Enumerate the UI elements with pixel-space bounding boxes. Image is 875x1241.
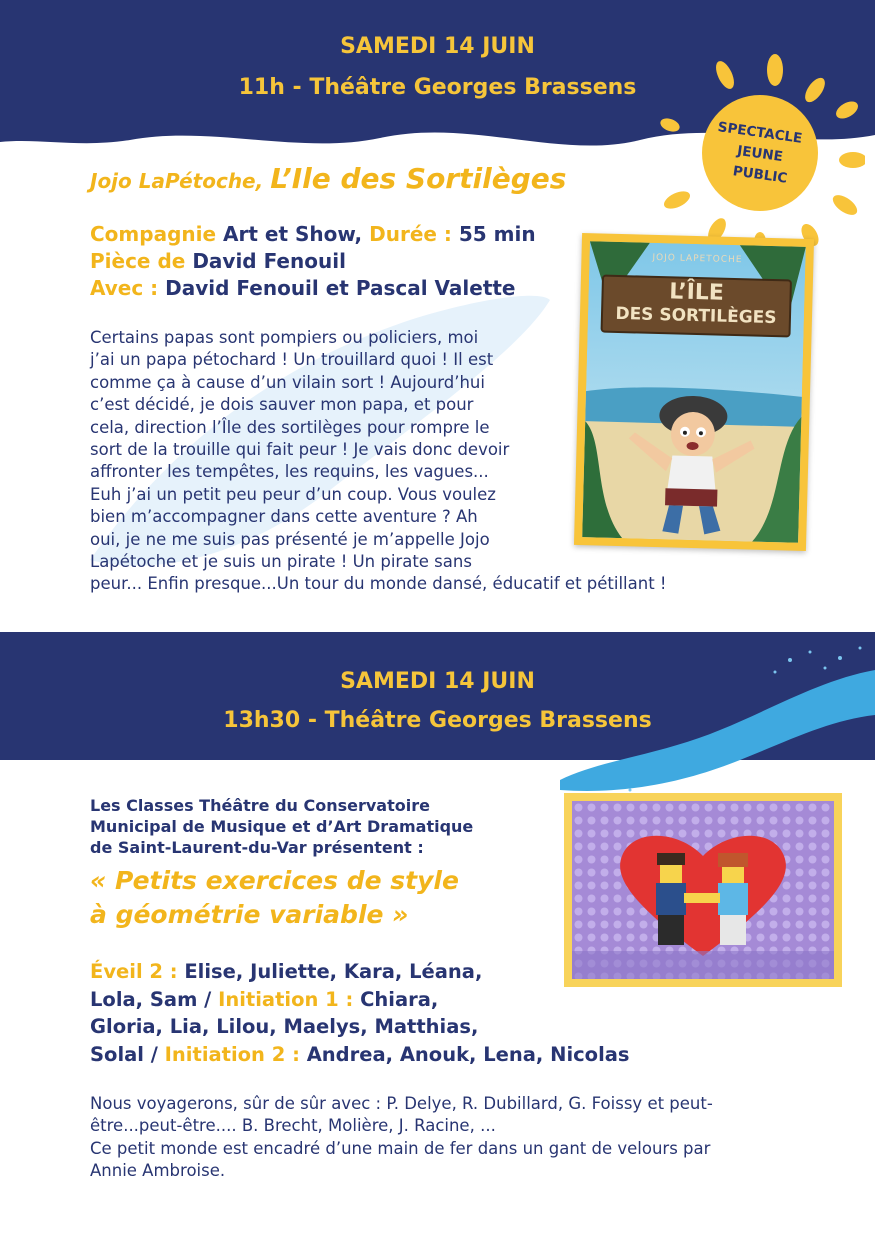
initiation2-label: Initiation 2 : bbox=[164, 1042, 307, 1066]
desc-line: Euh j’ai un petit peu peur d’un coup. Vous voulez bbox=[90, 484, 496, 504]
desc-line: bien m’accompagner dans cette aventure ? Ah bbox=[90, 507, 478, 527]
badge-line-2: JEUNE bbox=[736, 142, 784, 166]
desc-line: j’ai un papa pétochard ! Un trouillard quoi ! Il est bbox=[90, 350, 494, 370]
desc2-line: Nous voyagerons, sûr de sûr avec : P. Delye, R. Dubillard, G. Foissy et peut- bbox=[90, 1094, 713, 1113]
initiation1-names-3: Solal / bbox=[90, 1042, 165, 1066]
presenter-line: Les Classes Théâtre du Conservatoire bbox=[90, 796, 430, 815]
desc-line: c’est décidé, je dois sauver mon papa, et pour bbox=[90, 395, 474, 415]
event1-company-line bbox=[90, 221, 536, 247]
initiation2-names: Andrea, Anouk, Lena, Nicolas bbox=[306, 1042, 630, 1066]
eveil-names: Elise, Juliette, Kara, Léana, bbox=[184, 960, 483, 983]
initiation1-label: Initiation 1 : bbox=[218, 987, 361, 1011]
initiation1-names-2: Gloria, Lia, Lilou, Maelys, Matthias, bbox=[90, 1015, 479, 1038]
eveil-names-2: Lola, Sam / bbox=[90, 987, 219, 1011]
poster-top-small: JOJO LAPETOCHE bbox=[652, 252, 743, 266]
poster-title-2: DES SORTILÈGES bbox=[615, 303, 777, 329]
event2-date: SAMEDI 14 JUIN bbox=[340, 669, 535, 694]
desc-line: oui, je ne me suis pas présenté je m’appelle Jojo bbox=[90, 529, 490, 549]
desc-line: cela, direction l’Île des sortilèges pour rompre le bbox=[90, 417, 490, 437]
presenter-line: Municipal de Musique et d’Art Dramatique bbox=[90, 817, 474, 836]
avec-label: Avec : bbox=[90, 276, 166, 300]
event1-poster bbox=[574, 233, 814, 551]
desc-line: sort de la trouille qui fait peur ! Je vais donc devoir bbox=[90, 440, 510, 460]
event1-title bbox=[90, 162, 566, 195]
event1-title-play: L’Ile des Sortilèges bbox=[270, 162, 567, 195]
desc-line: comme ça à cause d’un vilain sort ! Aujourd’hui bbox=[90, 372, 485, 392]
duration-label: Durée : bbox=[369, 222, 459, 246]
eveil-label: Éveil 2 : bbox=[90, 960, 185, 983]
duration-value: 55 min bbox=[458, 222, 536, 246]
event1-avec-line bbox=[90, 275, 516, 301]
company-label: Compagnie bbox=[90, 222, 224, 246]
event2-title bbox=[90, 864, 459, 932]
badge-line-3: PUBLIC bbox=[731, 163, 789, 187]
event2-description bbox=[90, 1093, 810, 1183]
event1-piece-line bbox=[90, 248, 346, 274]
desc2-line: être...peut-être.... B. Brecht, Molière, J. Racine, ... bbox=[90, 1116, 496, 1136]
event2-time-place: 13h30 - Théâtre Georges Brassens bbox=[223, 708, 652, 733]
lego-heart-illustration bbox=[572, 801, 834, 979]
event2-presenters bbox=[90, 795, 473, 858]
event2-title-line-1: « Petits exercices de style bbox=[90, 866, 459, 895]
piece-label: Pièce de bbox=[90, 249, 193, 273]
desc-line: peur... Enfin presque...Un tour du monde dansé, éducatif et pétillant ! bbox=[90, 574, 667, 594]
initiation1-names: Chiara, bbox=[360, 987, 439, 1011]
event2-photo bbox=[564, 793, 842, 987]
poster-title-1: L’ÎLE bbox=[669, 279, 725, 306]
desc2-line: Annie Ambroise. bbox=[90, 1161, 226, 1181]
company-value: Art et Show, bbox=[223, 222, 370, 246]
desc-line: Lapétoche et je suis un pirate ! Un pirate sans bbox=[90, 552, 472, 572]
event1-description bbox=[90, 327, 667, 596]
event2-cast bbox=[90, 958, 630, 1068]
desc2-line: Ce petit monde est encadré d’une main de fer dans un gant de velours par bbox=[90, 1138, 711, 1158]
badge-line-1: SPECTACLE bbox=[716, 119, 804, 147]
event1-date: SAMEDI 14 JUIN bbox=[340, 34, 535, 59]
presenter-line: de Saint-Laurent-du-Var présentent : bbox=[90, 838, 424, 857]
avec-value: David Fenouil et Pascal Valette bbox=[165, 276, 516, 300]
event1-time-place: 11h - Théâtre Georges Brassens bbox=[238, 75, 637, 100]
event1-title-author: Jojo LaPétoche, bbox=[90, 169, 271, 193]
event2-title-line-2: à géométrie variable » bbox=[90, 900, 409, 929]
desc-line: Certains papas sont pompiers ou policiers, moi bbox=[90, 328, 479, 347]
desc-line: affronter les tempêtes, les requins, les vagues... bbox=[90, 462, 489, 482]
piece-value: David Fenouil bbox=[192, 249, 346, 273]
